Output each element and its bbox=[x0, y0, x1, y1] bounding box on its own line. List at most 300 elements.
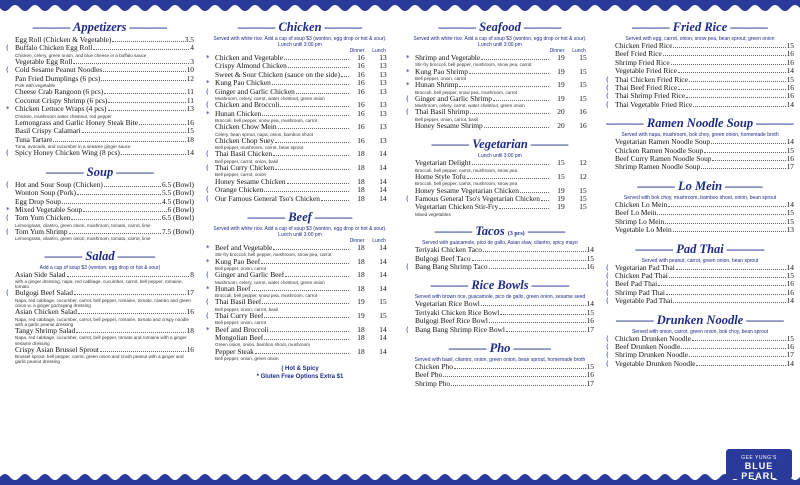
lunch-price: 14 bbox=[379, 242, 387, 252]
gluten-free-mark-icon: ( bbox=[606, 263, 609, 272]
item-description: Broccoli, bell pepper, snow pea, mushroom, carrot bbox=[215, 118, 318, 124]
item-price: 6 (Bowl) bbox=[167, 204, 194, 214]
dot-leader bbox=[77, 194, 161, 195]
item-price bbox=[350, 137, 394, 145]
menu-item bbox=[6, 36, 194, 44]
menu-item bbox=[206, 195, 394, 203]
item-name: Chicken and Broccoli bbox=[215, 101, 280, 110]
menu-item bbox=[206, 79, 394, 87]
dinner-price: 16 bbox=[357, 69, 365, 79]
item-price bbox=[350, 348, 394, 356]
item-name: Vegetarian Delight bbox=[415, 159, 471, 168]
dot-leader bbox=[76, 332, 185, 333]
menu-item bbox=[406, 246, 594, 254]
menu-item bbox=[406, 108, 594, 122]
menu-item bbox=[606, 201, 794, 209]
item-description: Green onion, onion, bamboo shoot, mushroom bbox=[215, 342, 310, 348]
gluten-free-mark-icon: ( bbox=[606, 84, 609, 93]
dot-leader bbox=[484, 127, 549, 128]
item-name: Thai Basil Shrimp bbox=[415, 108, 470, 117]
dot-leader bbox=[139, 124, 186, 125]
lunch-price: 12 bbox=[579, 158, 587, 168]
item-price: 16 bbox=[786, 91, 794, 101]
menu-item bbox=[206, 54, 394, 62]
dinner-price: 15 bbox=[557, 172, 565, 182]
dot-leader bbox=[252, 290, 349, 291]
item-name: Basil Crispy Calamari bbox=[15, 127, 81, 136]
menu-item bbox=[606, 264, 794, 272]
section-title: ——— Beef ——— bbox=[247, 209, 353, 224]
item-name: Vegetable Egg Roll bbox=[15, 58, 73, 67]
dot-leader bbox=[264, 191, 349, 192]
section-note: Served with egg, carrot, onion, snow pea, bean sprout, green onion bbox=[625, 36, 775, 42]
item-name: Our Famous General Tso's Chicken bbox=[215, 194, 320, 203]
item-name: Shrimp Lo Mein bbox=[615, 217, 665, 226]
dinner-price: 20 bbox=[557, 121, 565, 131]
section-title: ——— Pho ——— bbox=[448, 340, 552, 355]
lunch-price: 16 bbox=[579, 121, 587, 131]
dinner-price: 18 bbox=[357, 346, 365, 356]
menu-item bbox=[406, 326, 594, 334]
item-name: Spicy Honey Chicken Wing (8 pcs) bbox=[15, 149, 120, 158]
dot-leader bbox=[108, 102, 185, 103]
dinner-price: 16 bbox=[357, 86, 365, 96]
item-price: 14 bbox=[186, 148, 194, 158]
section-note: Served with guacamole, pico de gallo, Asian slaw, cilantro, spicy mayo bbox=[422, 240, 578, 247]
item-description: Stir-fry broccoli, bell pepper, mushroom, snow pea, carrot bbox=[215, 252, 332, 258]
menu-item bbox=[6, 198, 194, 206]
item-name: Honey Sesame Shrimp bbox=[415, 122, 483, 131]
section-title: ——— Soup ——— bbox=[46, 164, 154, 179]
item-price: 8 bbox=[190, 269, 194, 279]
dot-leader bbox=[678, 72, 786, 73]
gluten-free-mark-icon: ( bbox=[606, 100, 609, 109]
gluten-free-mark-icon: ( bbox=[6, 227, 9, 236]
item-name: Beef Pho bbox=[415, 371, 443, 380]
lunch-price: 15 bbox=[579, 66, 587, 76]
item-name: Chicken Pho bbox=[415, 362, 453, 371]
item-name: Beef Curry Ramen Noodle Soup bbox=[615, 155, 712, 164]
dot-leader bbox=[78, 313, 186, 314]
dot-leader bbox=[103, 71, 185, 72]
item-price: 14 bbox=[786, 262, 794, 272]
dot-leader bbox=[693, 106, 785, 107]
dot-leader bbox=[104, 93, 186, 94]
item-description: Bell pepper, onion, carrot bbox=[415, 76, 467, 82]
dinner-price: 18 bbox=[357, 163, 365, 173]
dot-leader bbox=[481, 59, 549, 60]
gluten-free-mark-icon: ( bbox=[206, 164, 209, 173]
item-name: Chicken Chop Suey bbox=[215, 136, 275, 145]
item-name: Tuna Tartare bbox=[15, 135, 53, 144]
item-name: Shrimp Drunken Noodle bbox=[615, 351, 689, 360]
dot-leader bbox=[296, 93, 349, 94]
lunch-price: 14 bbox=[379, 163, 387, 173]
menu-item bbox=[6, 214, 194, 228]
item-description: Chicken, mushroom water chestnut, red pepper bbox=[15, 113, 112, 119]
section-note: Served with napa, mushroom, bok choy, green onion, homemade broth bbox=[621, 132, 779, 139]
dinner-price: 19 bbox=[557, 80, 565, 90]
item-description: Bell pepper, onion, carrot, basil bbox=[415, 116, 479, 122]
item-description: Napa, red cabbage, cucumber, carrot, bell pepper, romaine, tomato, cilantro and green onion w. a ginger gochujang dressing bbox=[15, 297, 191, 308]
item-name: Beef and Vegetable bbox=[215, 243, 273, 252]
menu-item bbox=[6, 75, 194, 89]
section-title: ——— Fried Rice ——— bbox=[632, 20, 768, 34]
hot-spicy-mark-icon: * bbox=[206, 325, 210, 334]
item-name: Thai Vegetable Fried Rice bbox=[615, 100, 693, 109]
gluten-free-mark-icon: ( bbox=[206, 87, 209, 96]
gluten-free-mark-icon: ( bbox=[206, 101, 209, 110]
menu-item bbox=[606, 351, 794, 359]
lunch-price: 14 bbox=[379, 193, 387, 203]
item-price: 15 bbox=[586, 361, 594, 371]
section-title: ——— Tacos (3 pcs) ——— bbox=[434, 224, 566, 239]
menu-item bbox=[406, 363, 594, 371]
dot-leader bbox=[483, 251, 586, 252]
item-description: Broccoli, bell pepper, carrot, mushroom, snow pea bbox=[415, 181, 518, 187]
item-name: Chicken Fried Rice bbox=[615, 42, 673, 50]
item-description: Brussel sprout, bell pepper, carrot, green onion and crush peanut with a ginger and garlic peanut dressing bbox=[15, 354, 184, 365]
item-description: Mixed vegetables bbox=[415, 211, 451, 217]
menu-item bbox=[406, 54, 594, 68]
lunch-price: 15 bbox=[579, 53, 587, 62]
item-description: Broccoli, bell pepper, snow pea, mushroom, carrot bbox=[415, 89, 518, 95]
item-price: 16 bbox=[586, 261, 594, 271]
dinner-price: 18 bbox=[357, 193, 365, 203]
dot-leader bbox=[264, 339, 349, 340]
item-price: 4.5 (Bowl) bbox=[161, 196, 194, 206]
section-note: Lunch until 3:00 pm bbox=[478, 153, 522, 160]
price-column-header: Lunch bbox=[572, 48, 586, 54]
menu-item bbox=[606, 335, 794, 343]
section-title: ——— Salad ——— bbox=[44, 248, 156, 263]
gluten-free-mark-icon: ( bbox=[206, 271, 209, 280]
hot-spicy-mark-icon: * bbox=[6, 105, 10, 114]
gluten-free-mark-icon: ( bbox=[606, 75, 609, 84]
gluten-free-mark-icon: ( bbox=[6, 149, 9, 158]
item-description: Bell pepper, onion, carrot bbox=[215, 320, 267, 326]
item-description: Broccoli, bell pepper, snow pea, mushroom, carrot bbox=[215, 293, 318, 299]
item-name: Asian Side Salad bbox=[15, 270, 66, 279]
dot-leader bbox=[701, 168, 785, 169]
dinner-price: 19 bbox=[557, 53, 565, 62]
item-description: Mushroom, celery, carrot, water chestnut, green onion bbox=[215, 279, 325, 285]
item-price: 3.5 bbox=[184, 35, 194, 44]
dot-leader bbox=[499, 208, 549, 209]
item-price bbox=[550, 95, 594, 103]
item-price: 16 bbox=[186, 117, 194, 127]
lunch-price: 14 bbox=[379, 149, 387, 159]
dot-leader bbox=[678, 89, 785, 90]
price-column-header: Dinner bbox=[549, 48, 565, 54]
item-name: Famous General Tso's Vegetarian Chicken bbox=[415, 195, 540, 204]
item-name: Tangy Shrimp Salad bbox=[15, 326, 76, 335]
item-name: Kung Pao Chicken bbox=[215, 79, 271, 88]
menu-item bbox=[206, 312, 394, 326]
dinner-price: 18 bbox=[357, 332, 365, 342]
item-name: Vegetarian Ramen Noodle Soup bbox=[615, 138, 711, 147]
item-name: Chicken Chow Mein bbox=[215, 123, 277, 132]
dinner-price: 16 bbox=[357, 122, 365, 132]
item-description: Broccoli, bell pepper, carrot, mushroom, snow pea bbox=[415, 167, 518, 173]
menu-item bbox=[6, 105, 194, 119]
item-name: Chicken Pad Thai bbox=[615, 271, 668, 280]
gluten-free-mark-icon: ( bbox=[6, 180, 9, 189]
lunch-price: 13 bbox=[379, 61, 387, 71]
item-price: 5.5 (Bowl) bbox=[161, 188, 194, 198]
menu-item bbox=[206, 258, 394, 272]
dot-leader bbox=[489, 322, 586, 323]
item-name: Beef Lo Mein bbox=[615, 209, 657, 218]
menu-item bbox=[206, 123, 394, 137]
menu-column-3 bbox=[400, 16, 600, 468]
hot-spicy-mark-icon: * bbox=[406, 81, 410, 90]
lunch-price: 13 bbox=[379, 100, 387, 110]
menu-item bbox=[206, 150, 394, 164]
menu-item bbox=[606, 297, 794, 305]
menu-item bbox=[6, 88, 194, 96]
gluten-free-mark-icon: ( bbox=[406, 195, 409, 204]
item-name: Thai Shrimp Fried Rice bbox=[615, 92, 685, 101]
item-description: Bell pepper, onion, green onion bbox=[215, 355, 279, 361]
dot-leader bbox=[69, 233, 161, 234]
item-name: Hot and Sour Soup (Chicken) bbox=[15, 180, 103, 189]
lunch-price: 13 bbox=[379, 78, 387, 88]
dot-leader bbox=[112, 41, 183, 42]
item-name: Vegetable Lo Mein bbox=[615, 226, 672, 235]
item-price bbox=[550, 81, 594, 89]
menu-item bbox=[606, 155, 794, 163]
legend-line: * Gluten Free Options Extra $1 bbox=[256, 374, 344, 381]
dot-leader bbox=[470, 113, 549, 114]
item-name: Thai Beef Fried Rice bbox=[615, 84, 678, 93]
section-note: Add a cup of soup $3 (wonton, egg drop or hot & sour) bbox=[39, 264, 161, 271]
lunch-price: 14 bbox=[379, 332, 387, 342]
item-name: Home Style Tofu bbox=[415, 173, 466, 182]
menu-item bbox=[606, 147, 794, 155]
item-description: Chicken, celery, green onion, and blue cheese in a buffalo sauce bbox=[15, 52, 147, 58]
dinner-price: 18 bbox=[357, 270, 365, 280]
item-price: 16 bbox=[786, 83, 794, 93]
item-price: 15 bbox=[786, 270, 794, 280]
lunch-price: 13 bbox=[379, 108, 387, 118]
menu-item bbox=[206, 71, 394, 79]
section-title: ——— Seafood ——— bbox=[438, 20, 562, 34]
item-name: Teriyaki Chicken Rice Bowl bbox=[415, 308, 500, 317]
item-description: Mushroom, celery, carrot, water chestnut, green onion bbox=[415, 103, 525, 109]
lunch-price: 15 bbox=[579, 202, 587, 212]
gluten-free-mark-icon: ( bbox=[206, 150, 209, 159]
dinner-price: 18 bbox=[357, 324, 365, 334]
gluten-free-mark-icon: ( bbox=[406, 94, 409, 103]
dot-leader bbox=[658, 285, 785, 286]
gluten-free-mark-icon: ( bbox=[6, 289, 9, 298]
menu-item bbox=[606, 272, 794, 280]
item-description: Tuna, avocado, and cucumber in a sesame ginger sauce bbox=[15, 144, 131, 150]
lunch-price: 15 bbox=[579, 185, 587, 195]
menu-item bbox=[406, 203, 594, 217]
lunch-price: 14 bbox=[379, 346, 387, 356]
item-price bbox=[350, 285, 394, 293]
dot-leader bbox=[275, 169, 349, 170]
menu-item bbox=[206, 178, 394, 186]
item-name: Bulgogi Beef Salad bbox=[15, 289, 73, 298]
item-price: 15 bbox=[786, 208, 794, 218]
menu-item bbox=[206, 244, 394, 258]
item-description: Bell pepper, onion, carrot bbox=[215, 265, 267, 271]
item-name: Vegetable Fried Rice bbox=[615, 67, 677, 76]
dot-leader bbox=[101, 80, 185, 81]
dot-leader bbox=[668, 206, 785, 207]
item-price bbox=[550, 54, 594, 62]
menu-item bbox=[606, 101, 794, 109]
dot-leader bbox=[272, 84, 349, 85]
item-name: Beef Drunken Noodle bbox=[615, 342, 681, 351]
menu-column-2 bbox=[200, 16, 400, 468]
section-title: ——— Drunken Noodle ——— bbox=[616, 312, 784, 327]
item-price bbox=[550, 68, 594, 76]
section-title: ——— Lo Mein ——— bbox=[637, 178, 763, 193]
dinner-price: 16 bbox=[357, 100, 365, 110]
menu-item bbox=[6, 149, 194, 157]
hot-spicy-mark-icon: * bbox=[206, 54, 210, 62]
dot-leader bbox=[541, 200, 549, 201]
menu-item bbox=[406, 380, 594, 388]
dot-leader bbox=[520, 192, 549, 193]
dot-leader bbox=[255, 353, 349, 354]
item-name: Chicken Drunken Noodle bbox=[615, 334, 691, 343]
item-description: Bell pepper, onion, carrot, basil bbox=[215, 306, 279, 312]
item-price bbox=[550, 159, 594, 167]
item-price bbox=[350, 244, 394, 252]
menu-item bbox=[406, 122, 594, 130]
dot-leader bbox=[121, 154, 186, 155]
dot-leader bbox=[53, 141, 185, 142]
item-name: Thai Basil Beef bbox=[215, 298, 262, 307]
hot-spicy-mark-icon: * bbox=[406, 67, 410, 76]
hot-spicy-mark-icon: * bbox=[206, 284, 210, 293]
item-price: 15 bbox=[786, 333, 794, 343]
dinner-price: 16 bbox=[357, 135, 365, 145]
menu-item bbox=[6, 346, 194, 365]
menu-item bbox=[6, 44, 194, 58]
item-price bbox=[550, 173, 594, 181]
menu-item bbox=[606, 343, 794, 351]
dot-leader bbox=[500, 314, 585, 315]
hot-spicy-mark-icon: * bbox=[206, 257, 210, 266]
section-note: Served with white rice. Add a cup of soup $3 (wonton, egg drop or hot & sour). Lunch until 3:00 pm bbox=[213, 225, 387, 238]
item-price bbox=[550, 108, 594, 116]
dot-leader bbox=[657, 214, 785, 215]
dot-leader bbox=[704, 152, 786, 153]
item-name: Thai Basil Chicken bbox=[215, 150, 273, 159]
item-name: Egg Roll (Chicken & Vegetable) bbox=[15, 36, 112, 44]
dot-leader bbox=[676, 269, 786, 270]
dinner-price: 18 bbox=[357, 256, 365, 266]
menu-item bbox=[206, 88, 394, 102]
menu-item bbox=[606, 50, 794, 58]
dot-leader bbox=[284, 59, 349, 60]
item-name: Chicken Lo Mein bbox=[615, 200, 668, 209]
item-name: Crispy Almond Chicken bbox=[215, 62, 287, 71]
item-description: with a ginger dressing, napa, red cabbage, cucumber, carrot, bell pepper, romaine, tomato bbox=[15, 278, 183, 290]
section-note: Served with brown rice, guacamole, pico de gallo, green onion, sesame seed bbox=[414, 294, 586, 301]
item-name: Vegetable Drunken Noodle bbox=[615, 359, 696, 368]
gluten-free-mark-icon: ( bbox=[206, 311, 209, 320]
section-title: ——— Pad Thai ——— bbox=[635, 241, 765, 256]
menu-item bbox=[206, 326, 394, 334]
item-price: 13 bbox=[786, 225, 794, 235]
item-name: Wonton Soup (Pork) bbox=[15, 189, 76, 198]
dot-leader bbox=[673, 302, 785, 303]
hot-spicy-mark-icon: * bbox=[206, 79, 210, 88]
gluten-free-mark-icon: ( bbox=[206, 186, 209, 195]
item-price: 6.5 (Bowl) bbox=[161, 213, 194, 223]
dot-leader bbox=[275, 142, 349, 143]
item-price: 15 bbox=[186, 126, 194, 136]
item-description: Bell pepper, mushroom, carrot, bean sprout bbox=[215, 145, 304, 151]
lunch-price: 14 bbox=[379, 270, 387, 280]
hot-spicy-mark-icon: * bbox=[206, 243, 210, 252]
dot-leader bbox=[285, 276, 349, 277]
menu-item bbox=[406, 159, 594, 173]
item-name: Teriyaki Chicken Taco bbox=[415, 246, 482, 255]
lunch-price: 13 bbox=[379, 53, 387, 62]
item-price: 18 bbox=[186, 134, 194, 144]
item-name: Bang Bang Shrimp Taco bbox=[415, 262, 488, 271]
menu-item bbox=[6, 289, 194, 308]
lunch-price: 14 bbox=[379, 256, 387, 266]
dot-leader bbox=[273, 155, 349, 156]
dot-leader bbox=[287, 183, 349, 184]
item-name: Shrimp Pho bbox=[415, 379, 451, 388]
item-price: 4 bbox=[190, 43, 194, 53]
dot-leader bbox=[74, 294, 186, 295]
dinner-price: 19 bbox=[557, 66, 565, 76]
price-column-header: Dinner bbox=[349, 48, 365, 54]
menu-item bbox=[6, 136, 194, 150]
lunch-price: 13 bbox=[379, 86, 387, 96]
gluten-free-mark-icon: ( bbox=[6, 66, 9, 75]
dot-leader bbox=[472, 260, 586, 261]
item-name: Kung Pao Shrimp bbox=[415, 67, 468, 76]
item-description: Lemongrass, cilantro, green onion, mushroom, tomato, carrot, lime bbox=[15, 236, 151, 242]
menu-item bbox=[406, 187, 594, 195]
dot-leader bbox=[469, 73, 549, 74]
dot-leader bbox=[472, 164, 549, 165]
item-price: 15 bbox=[586, 253, 594, 263]
menu-item bbox=[406, 195, 594, 203]
item-name: Vegetarian Pad Thai bbox=[615, 263, 675, 272]
dot-leader bbox=[100, 351, 186, 352]
dot-leader bbox=[321, 200, 349, 201]
price-column-header: Lunch bbox=[372, 237, 386, 244]
dot-leader bbox=[278, 128, 349, 129]
item-name: Pan Fried Dumplings (6 pcs) bbox=[15, 74, 101, 83]
item-price bbox=[350, 195, 394, 203]
item-name: Orange Chicken bbox=[215, 186, 264, 195]
item-price bbox=[350, 150, 394, 158]
item-price: 17 bbox=[786, 350, 794, 360]
dot-leader bbox=[93, 49, 189, 50]
item-price: 15 bbox=[786, 145, 794, 155]
item-price bbox=[550, 122, 594, 130]
item-name: Mixed Vegetable Soup bbox=[15, 205, 83, 214]
price-column-header: Dinner bbox=[349, 237, 365, 244]
dinner-price: 15 bbox=[557, 158, 565, 168]
dot-leader bbox=[454, 368, 586, 369]
dot-leader bbox=[73, 63, 189, 64]
